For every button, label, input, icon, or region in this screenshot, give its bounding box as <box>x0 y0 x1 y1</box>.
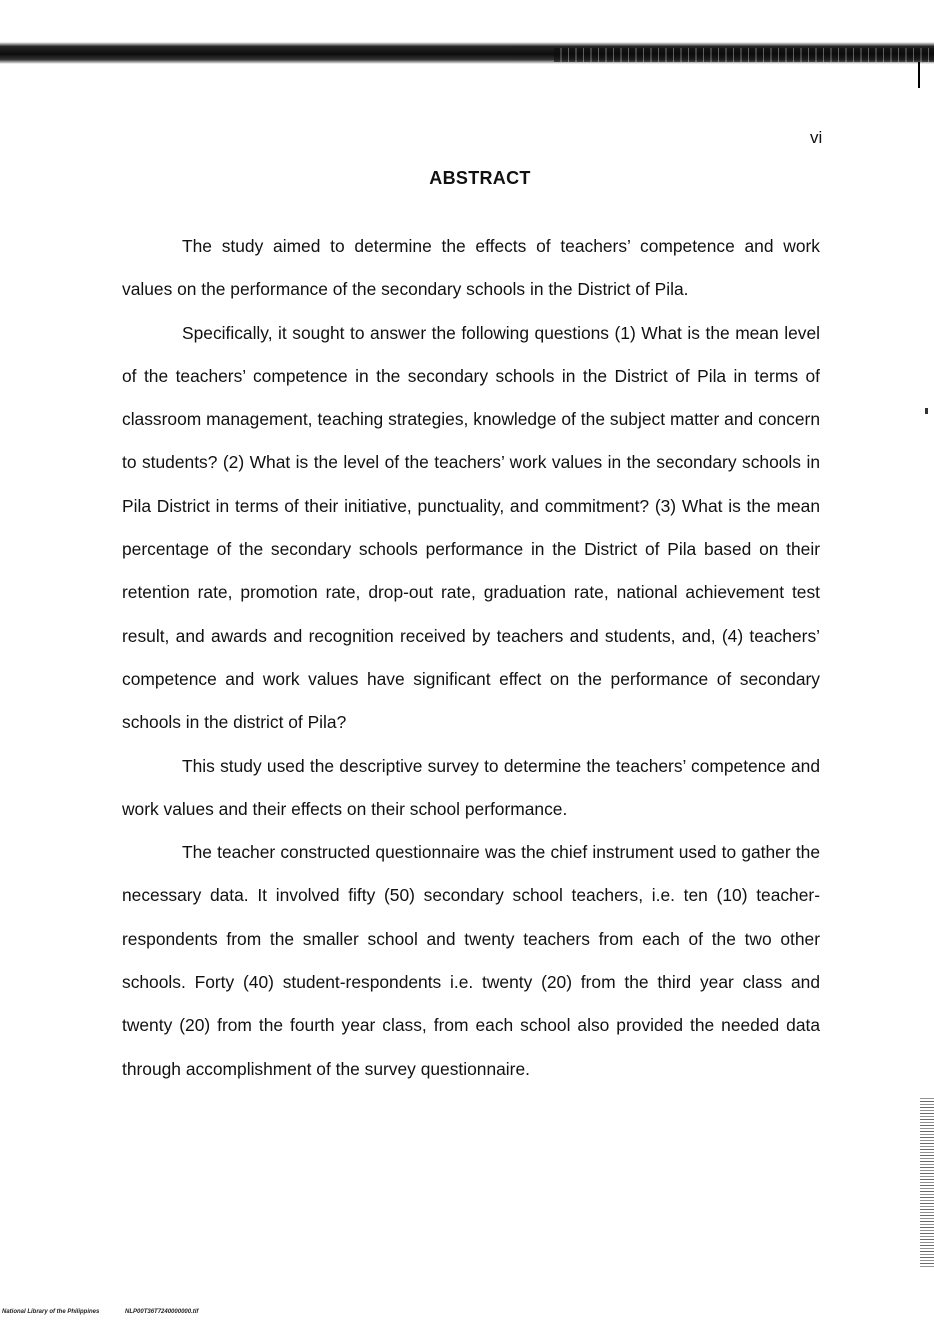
abstract-body <box>122 225 820 1091</box>
abstract-paragraph-purpose: The study aimed to determine the effects of teachers’ competence and work values on the performance of the secondary schools in the District of Pila. <box>122 236 820 300</box>
scan-border-top <box>0 42 934 64</box>
abstract-paragraph-method: This study used the descriptive survey to determine the teachers’ competence and work values and their effects on their school performance. <box>122 755 820 819</box>
page-title: ABSTRACT <box>429 168 531 188</box>
scan-border-right <box>918 62 920 88</box>
footer-library: National Library of the Philippines <box>2 1309 100 1315</box>
abstract-paragraph-instrument: The teacher constructed questionnaire was the chief instrument used to gather the necessary data. It involved fifty (50) secondary school teachers, i.e. ten (10) teacher-respondents from the smaller school and twenty teachers from each of the two other schools. Forty (40) student-respondents i.e. twenty (20) from the third year class and twenty (20) from the fourth year class, from each school also provided the needed data through accomplishment of the survey questionnaire. <box>122 842 820 1079</box>
scan-speck <box>925 408 928 414</box>
footer-code: NLP00T36T7240000000.tif <box>125 1309 199 1315</box>
abstract-paragraph-questions: Specifically, it sought to answer the following questions (1) What is the mean level of the teachers’ competence in the secondary schools in the District of Pila in terms of classroom management, teaching strategies, knowledge of the subject matter and concern to students? (2) What is the level of the teachers’ work values in the secondary schools in Pila District in terms of their initiative, punctuality, and commitment? (3) What is the mean percentage of the secondary schools performance in the District of Pila based on their retention rate, promotion rate, drop-out rate, graduation rate, national achievement test result, and awards and recognition received by teachers and students, and, (4) teachers’ competence and work values have significant effect on the performance of secondary schools in the district of Pila? <box>122 322 820 733</box>
page-number: vi <box>810 128 823 147</box>
scan-footer <box>2 1309 222 1315</box>
scan-edge-noise <box>920 1098 934 1268</box>
